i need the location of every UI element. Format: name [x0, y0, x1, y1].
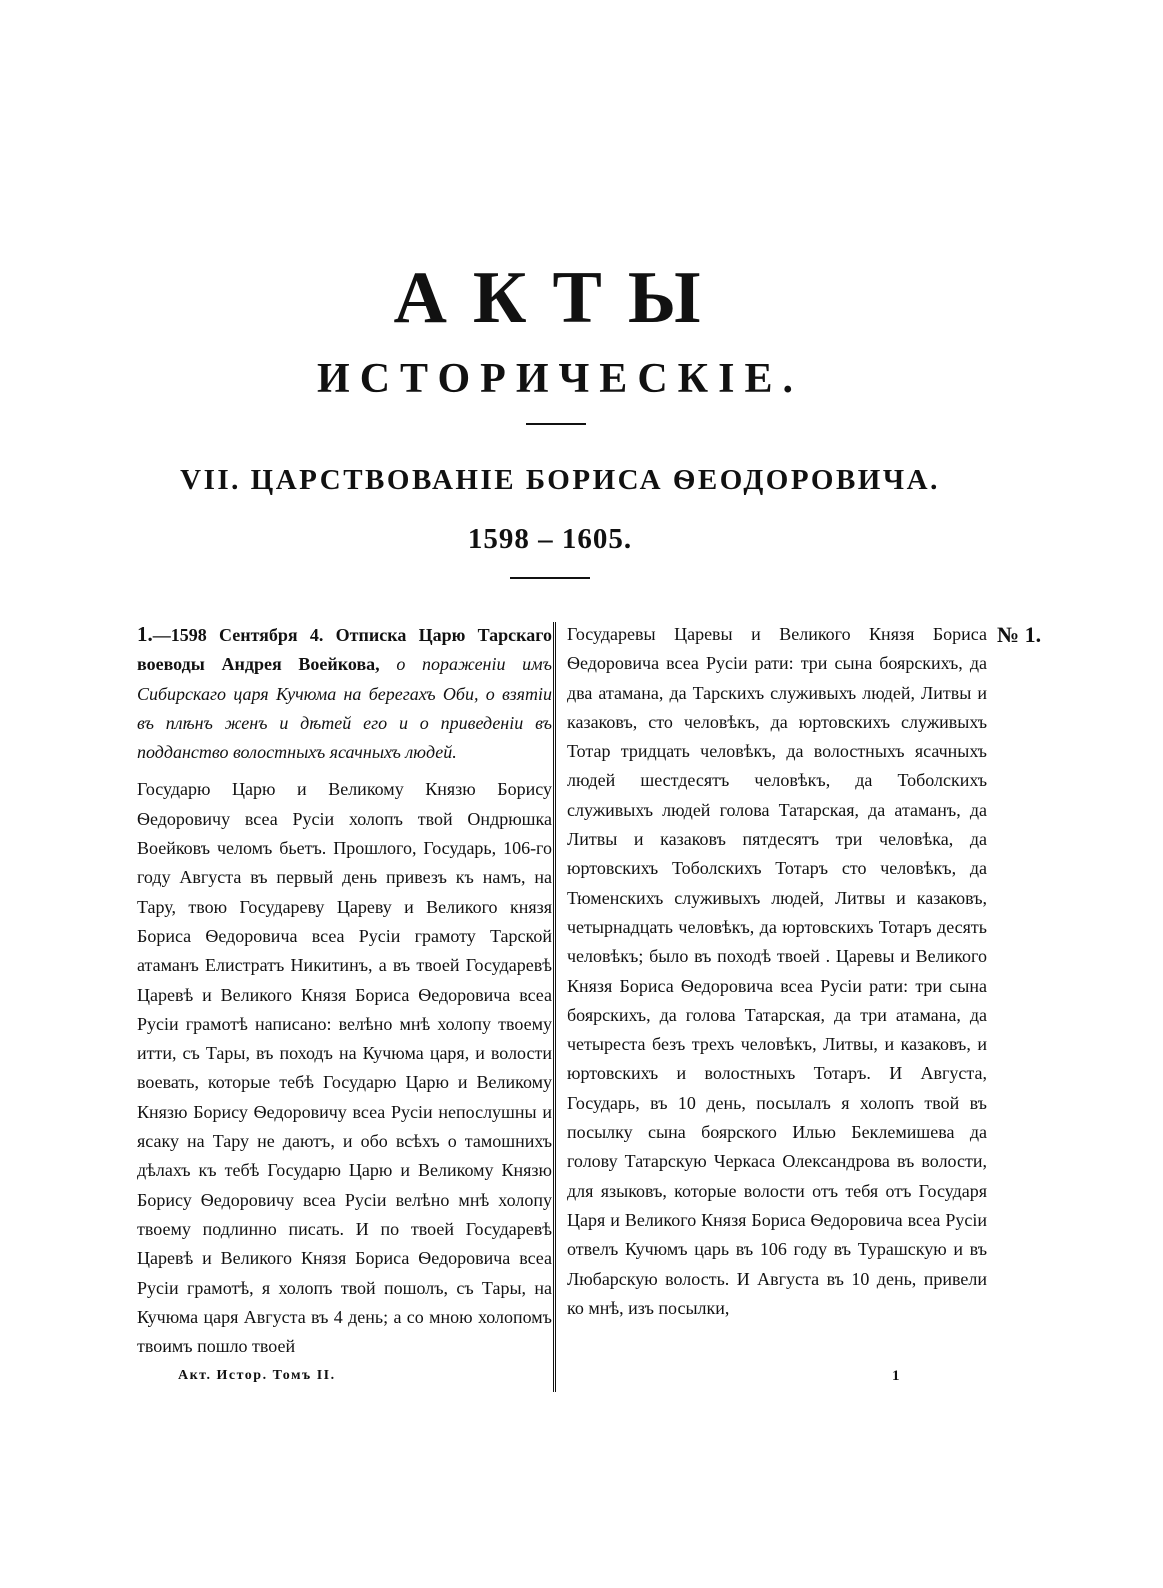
page-subtitle: ИСТОРИЧЕСКІЕ. [317, 356, 803, 402]
right-column [567, 620, 987, 1323]
document-heading [137, 620, 552, 767]
left-column [137, 620, 552, 1361]
document-heading-title: —1598 Сентября 4. Отписка Царю Тарскаго воеводы Андрея Воейкова, [137, 625, 552, 675]
section-divider [510, 577, 590, 579]
document-number: 1. [137, 622, 153, 646]
page-title: АКТЫ [393, 257, 727, 339]
title-divider [526, 423, 586, 425]
left-column-body: Государю Царю и Великому Князю Борису Ѳедоровичу всеа Русіи холопъ твой Ондрюшка Воейковъ челомъ бьетъ. Прошлого, Государь, 106-го году Августа въ первый день привезъ къ намъ, на Тару, твою Государеву Цареву и Великого князя Бориса Ѳедоровича всеа Русіи грамоту Тарской атаманъ Елистратъ Никитинъ, а въ твоей Государевѣ Царевѣ и Великого Князя Бориса Ѳедоровича всеа Русіи грамотѣ написано: велѣно мнѣ холопу твоему итти, съ Тары, въ походъ на Кучюма царя, и волости воевать, которые тебѣ Государю Царю и Великому Князю Борису Ѳедоровичу всеа Русіи непослушны и ясаку на Тару не даютъ, и обо всѣхъ о тамошнихъ дѣлахъ къ тебѣ Государю Царю и Великому Князю Борису Ѳедоровичу всеа Русіи велѣно мнѣ холопу твоему подлинно писать. И по твоей Государевѣ Царевѣ и Великого Князя Бориса Ѳедоровича всеа Русіи грамотѣ, я холопъ твой пошолъ, съ Тары, на Кучюма царя Августа въ 4 день; а со мною холопомъ твоимъ пошло твоей [137, 779, 552, 1357]
section-years: 1598 – 1605. [467, 523, 633, 555]
right-column-body: Государевы Царевы и Великого Князя Бориса Ѳедоровича всеа Русіи рати: три сына боярскихъ, да два атамана, да Тарскихъ служивыхъ людей, Литвы и казаковъ, сто человѣкъ, да юртовскихъ служивыхъ Тотар тридцать человѣкъ, да волостныхъ ясачныхъ людей шестдесятъ человѣкъ, да Тоболскихъ служивыхъ людей голова Татарская, да атаманъ, да Литвы и казаковъ пятдесятъ три человѣка, да юртовскихъ Тоболскихъ Тотаръ сто человѣкъ, да Тюменскихъ служивыхъ людей, Литвы и казаковъ, четырнадцать человѣкъ, да юртовскихъ Тотаръ десять человѣкъ; было въ походѣ твоей . Царевы и Великого Князя Бориса Ѳедоровича всеа Русіи рати: три сына боярскихъ, да голова Татарская, да три атамана, да четыреста безъ трехъ человѣкъ, Литвы, и казаковъ, и юртовскихъ и волостныхъ Тотаръ. И Августа, Государь, въ 10 день, посылалъ я холопъ твой въ посылку сына боярского Илью Беклемишева да голову Татарскую Черкаса Олександрова въ волости, для языковъ, которые волости отъ тебя отъ Государя Царя и Великого Князя Бориса Ѳедоровича всеа Русіи отвелъ Кучюмъ царь въ 106 году въ Турашскую и въ Любарскую волость. И Августа въ 10 день, привели ко мнѣ, изъ посылки, [567, 624, 987, 1318]
section-heading: VII. ЦАРСТВОВАНІЕ БОРИСА ѲЕОДОРОВИЧА. [180, 464, 940, 496]
margin-document-number: № 1. [997, 622, 1042, 647]
paragraph-spacer [137, 767, 552, 775]
page-number: 1 [892, 1368, 900, 1384]
footer-signature: Акт. Истор. Томъ II. [178, 1368, 336, 1383]
column-divider [553, 622, 559, 1392]
document-heading-summary: о пораженіи имъ Сибирскаго царя Кучюма на берегахъ Оби, о взятіи въ плѣнъ женъ и дѣтей его и о приведеніи въ подданство волостныхъ ясачныхъ людей. [137, 654, 552, 763]
